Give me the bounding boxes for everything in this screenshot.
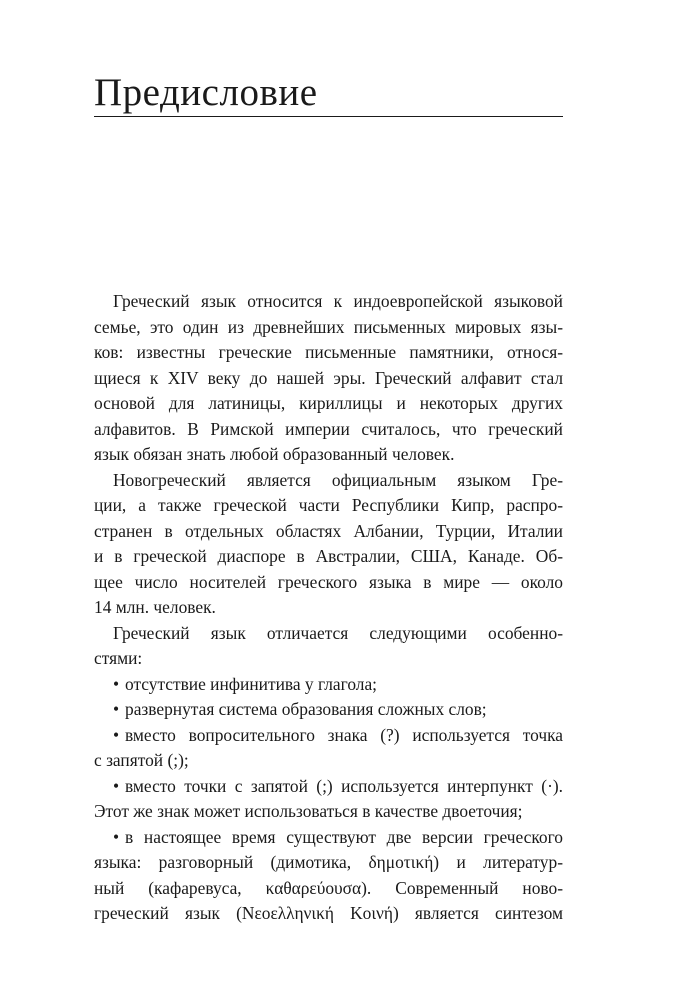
bullet-marker: • [113, 826, 120, 847]
list-item [94, 697, 563, 723]
bullet-marker: • [113, 775, 120, 796]
text-line: Этот же знак может использоваться в качестве двоеточия; [94, 801, 523, 821]
text-line: и в греческой диаспоре в Австралии, США, Канаде. Об- [94, 546, 563, 566]
text-line: ный (кафаревуса, καθαρεύουσα). Современный ново- [94, 877, 563, 898]
text-line: алфавитов. В Римской империи считалось, что греческий [94, 418, 563, 439]
text-line [94, 825, 563, 851]
text-line [94, 697, 563, 723]
bullet-text: вместо вопросительного знака (?) используется точка [125, 724, 563, 745]
bullet-text: вместо точки с запятой (;) используется интерпункт (·). [125, 775, 563, 796]
list-item [94, 825, 563, 927]
paragraph [94, 289, 563, 468]
paragraph [94, 621, 563, 672]
bullet-text: в настоящее время существуют две версии греческого [125, 826, 563, 847]
text-line: язык обязан знать любой образованный человек. [94, 444, 455, 464]
title-underline [94, 116, 563, 117]
text-line: греческий язык (Νεοελληνική Κοινή) является синтезом [94, 903, 563, 923]
bullet-list [94, 672, 563, 927]
text-line: Новогреческий является официальным языком Гре- [113, 469, 563, 490]
text-line: с запятой (;); [94, 750, 189, 770]
text-line: щее число носителей греческого языка в мире — около [94, 571, 563, 592]
paragraph [94, 468, 563, 621]
text-line: Греческий язык отличается следующими особеннo- [113, 622, 563, 643]
bullet-marker: • [113, 699, 120, 719]
text-line: странен в отдельных областях Албании, Турции, Италии [94, 520, 563, 541]
bullet-text: развернутая система образования сложных слов; [125, 699, 487, 719]
body-text [94, 289, 563, 927]
text-line: 14 млн. человек. [94, 597, 216, 617]
bullet-text: отсутствие инфинитива у глагола; [125, 673, 378, 694]
list-item [94, 723, 563, 774]
bullet-marker: • [113, 724, 120, 745]
text-line [94, 723, 563, 749]
text-line: семье, это один из древнейших письменных мировых язы- [94, 316, 563, 337]
text-line [94, 672, 563, 698]
list-item [94, 672, 563, 698]
text-line: ков: известны греческие письменные памятники, относя- [94, 342, 563, 362]
text-line: стями: [94, 648, 143, 668]
list-item [94, 774, 563, 825]
text-line: ции, а также греческой части Республики Кипр, распро- [94, 495, 563, 515]
bullet-marker: • [113, 673, 120, 694]
text-line [94, 774, 563, 800]
text-line: языка: разговорный (димотика, δημοτική) и литератур- [94, 852, 563, 872]
text-line: Греческий язык относится к индоевропейской языковой [113, 291, 563, 311]
text-line: основой для латиницы, кириллицы и некоторых других [94, 393, 563, 413]
text-line: щиеся к XIV веку до нашей эры. Греческий алфавит стал [94, 367, 563, 388]
chapter-title: Предисловие [94, 71, 318, 114]
